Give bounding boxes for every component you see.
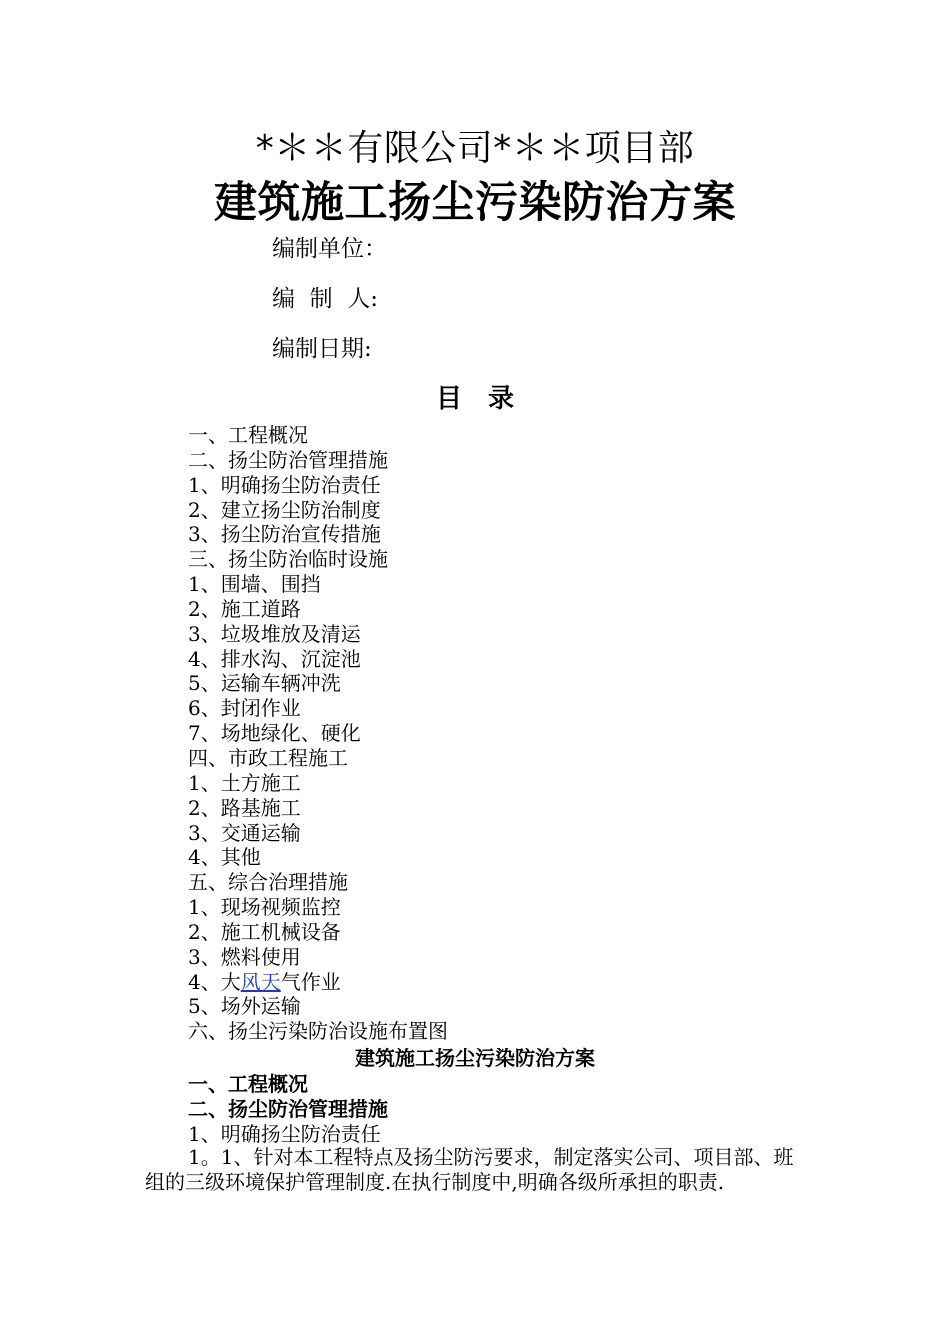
toc-item: 2、施工机械设备 xyxy=(188,919,341,944)
toc-item: 三、扬尘防治临时设施 xyxy=(188,547,388,572)
table-of-contents xyxy=(188,423,448,1044)
heading-dust-management: 二、扬尘防治管理措施 xyxy=(188,1097,388,1121)
toc-item: 1、土方施工 xyxy=(188,770,301,795)
toc-item: 3、燃料使用 xyxy=(188,944,301,969)
toc-item: 2、建立扬尘防治制度 xyxy=(188,497,381,522)
toc-item: 五、综合治理措施 xyxy=(188,870,348,895)
toc-item: 六、扬尘污染防治设施布置图 xyxy=(188,1019,448,1044)
toc-title: 目录 xyxy=(435,384,540,414)
document-title-company: *＊＊有限公司*＊＊项目部 xyxy=(255,128,695,169)
toc-item: 3、垃圾堆放及清运 xyxy=(188,621,361,646)
toc-item: 7、场地绿化、硬化 xyxy=(188,721,361,746)
meta-date-label: 编制日期: xyxy=(272,336,372,362)
toc-item: 4、其他 xyxy=(188,845,261,870)
toc-item: 四、市政工程施工 xyxy=(188,745,348,770)
toc-item: 1、明确扬尘防治责任 xyxy=(188,472,381,497)
toc-item: 1、现场视频监控 xyxy=(188,895,341,920)
toc-item: 5、场外运输 xyxy=(188,994,301,1019)
toc-item: 4、排水沟、沉淀池 xyxy=(188,646,361,671)
toc-item: 3、扬尘防治宣传措施 xyxy=(188,522,381,547)
toc-item: 一、工程概况 xyxy=(188,423,308,447)
toc-item: 3、交通运输 xyxy=(188,820,301,845)
heading-project-overview: 一、工程概况 xyxy=(188,1072,308,1096)
toc-item: 6、封闭作业 xyxy=(188,696,301,721)
toc-item: 2、施工道路 xyxy=(188,596,301,621)
section-title: 建筑施工扬尘污染防治方案 xyxy=(355,1046,595,1070)
toc-item-wind-prefix: 4、大 xyxy=(188,969,241,994)
meta-unit-label: 编制单位： xyxy=(272,236,387,262)
body-paragraph: 1。1、针对本工程特点及扬尘防污要求，制定落实公司、项目部、班组的三级环境保护管理制度.在执行制度中,明确各级所承担的职责. xyxy=(145,1145,794,1194)
document-title-main: 建筑施工扬尘污染防治方案 xyxy=(214,178,736,228)
toc-item-wind xyxy=(188,970,448,995)
toc-item: 5、运输车辆冲洗 xyxy=(188,671,341,696)
toc-item: 1、围墙、围挡 xyxy=(188,572,321,597)
toc-item: 2、路基施工 xyxy=(188,795,301,820)
toc-item: 二、扬尘防治管理措施 xyxy=(188,447,388,472)
subheading-responsibility: 1、明确扬尘防治责任 xyxy=(188,1122,381,1146)
toc-item-wind-suffix: 气作业 xyxy=(280,969,341,994)
wind-link[interactable]: 风天 xyxy=(240,969,281,994)
meta-author-label: 编 制 人: xyxy=(272,286,378,312)
